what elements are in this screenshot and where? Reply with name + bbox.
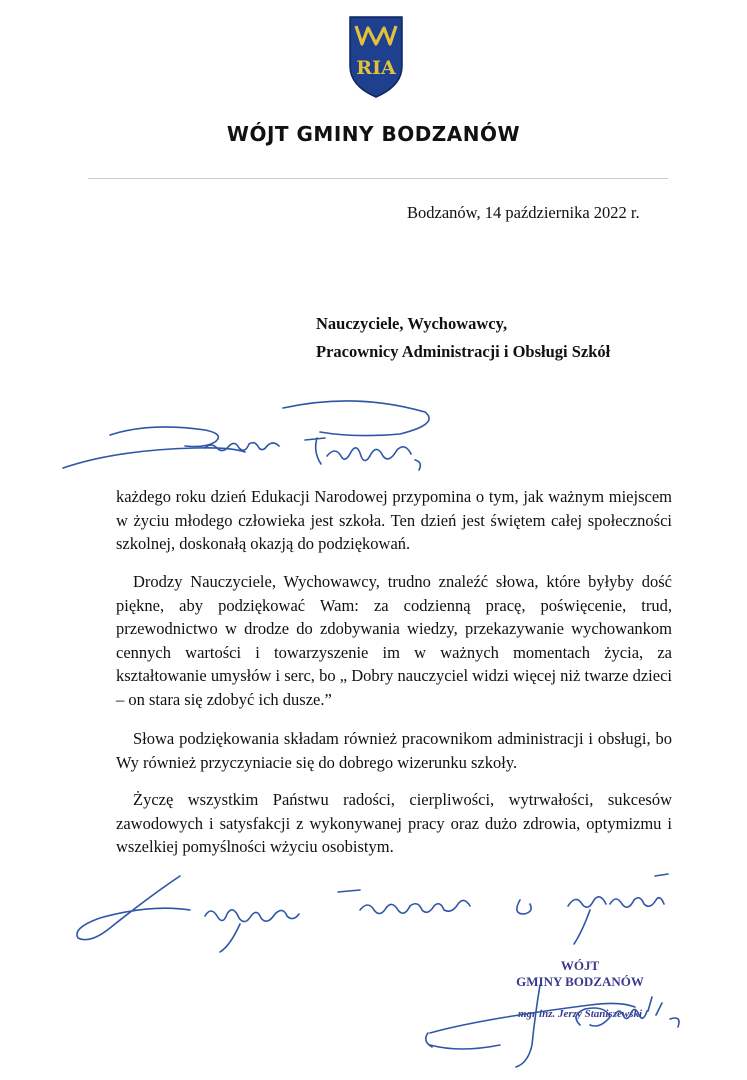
letterhead-divider bbox=[88, 178, 668, 179]
stamp-name: mgr inż. Jerzy Staniszewski bbox=[517, 1008, 643, 1020]
maria-crest-logo bbox=[347, 14, 405, 100]
paragraph-4: Życzę wszystkim Państwu radości, cierpliwości, wytrwałości, sukcesów zawodowych i satysfakcji z wykonywanej pracy oraz dużo zdrowia, optymizmu i wszelkiej pomyślności wżyciu osobistym. bbox=[116, 790, 672, 856]
svg-text:RIA: RIA bbox=[356, 57, 396, 79]
paragraph-1: każdego roku dzień Edukacji Narodowej przypomina o tym, jak ważnym miejscem w życiu młodego człowieka jest szkoła. Ten dzień jest świętem całej społeczności szkolnej, doskonałą okazją do podziękowań. bbox=[116, 487, 672, 553]
addressee-block bbox=[316, 310, 610, 366]
addressee-line-1: Nauczyciele, Wychowawcy, bbox=[316, 314, 508, 333]
stamp-line-2: GMINY BODZANÓW bbox=[516, 974, 644, 989]
letterhead-title: WÓJT GMINY BODZANÓW bbox=[226, 122, 521, 146]
stamp-line-1: WÓJT bbox=[560, 958, 600, 973]
letter-date: Bodzanów, 14 października 2022 r. bbox=[407, 203, 640, 222]
handwritten-salutation bbox=[55, 390, 445, 490]
handwritten-closing bbox=[70, 866, 680, 956]
paragraph-3: Słowa podziękowania składam również pracownikom administracji i obsługi, bo Wy również przyczyniacie się do dobrego wizerunku szkoły. bbox=[116, 729, 672, 772]
addressee-line-2: Pracownicy Administracji i Obsługi Szkół bbox=[316, 342, 611, 361]
paragraph-2: Drodzy Nauczyciele, Wychowawcy, trudno znaleźć słowa, które byłyby dość piękne, aby podziękować Wam: za codzienną pracę, poświęcenie, trud, przewodnictwo w drodze do zdobywania wiedzy, przekazywanie wychowankom cennych wartości i towarzyszenie im w ważnych momentach życia, za kształtowanie umysłów i serc, bo „ Dobry nauczyciel widzi więcej niż twarze dzieci – on stara się zdobyć ich dusze.” bbox=[116, 572, 672, 709]
mayor-signature bbox=[420, 975, 700, 1070]
